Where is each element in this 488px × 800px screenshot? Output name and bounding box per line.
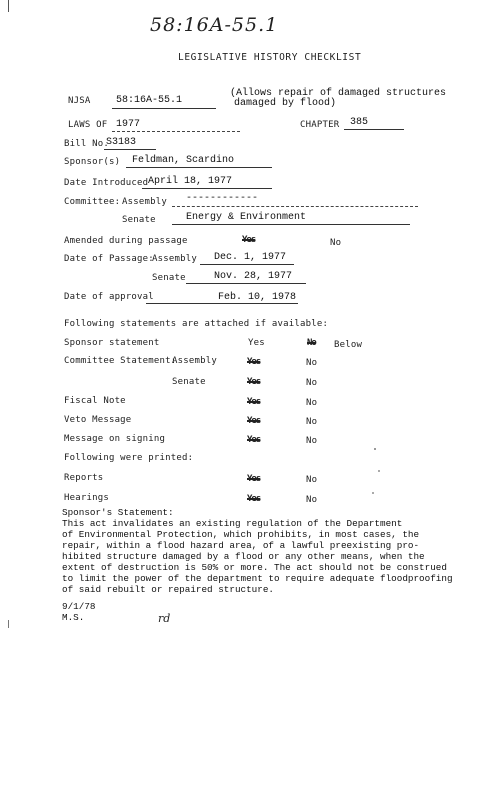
checklist-row-no: No	[306, 398, 318, 408]
amended-yes-struck: Yes	[242, 235, 256, 245]
statement-line: repair, within a flood hazard area, of a lawful preexisting pro-	[62, 540, 420, 551]
printed-row-no: No	[306, 475, 318, 485]
checklist-row-yes-struck: Yes	[247, 357, 261, 367]
checklist-row-no: No	[306, 358, 318, 368]
chapter-label: CHAPTER	[300, 120, 340, 130]
footer-date: 9/1/78	[62, 601, 96, 612]
sponsors-value: Feldman, Scardino	[132, 155, 235, 166]
bill-underline	[104, 149, 156, 150]
chapter-underline	[344, 129, 404, 130]
date-introduced-underline	[142, 188, 272, 189]
checklist-row-no: No	[306, 417, 318, 427]
printed-row-label: Reports	[64, 473, 104, 483]
checklist-row-yes-struck: Yes	[247, 416, 261, 426]
checklist-row-no: No	[306, 378, 318, 388]
checklist-row-label: Veto Message	[64, 415, 132, 425]
printed-row-label: Hearings	[64, 493, 109, 503]
bill-value: S3183	[106, 137, 137, 148]
amended-label: Amended during passage	[64, 236, 188, 246]
laws-value: 1977	[116, 119, 141, 130]
handwritten-initials: rd	[158, 612, 171, 625]
statement-line: hibited structure damaged by a flood or any other means, when the	[62, 551, 425, 562]
printed-row-yes-struck: Yes	[247, 494, 261, 504]
date-introduced-label: Date Introduced	[64, 178, 149, 188]
sponsors-label: Sponsor(s)	[64, 157, 121, 167]
committee-assembly-underline	[172, 206, 418, 207]
laws-label: LAWS OF	[68, 120, 108, 130]
laws-underline	[112, 131, 240, 132]
njsa-note-line2: damaged by flood)	[234, 98, 337, 109]
committee-assembly-value: ------------	[186, 193, 259, 204]
statement-line: extent of destruction is 50% or more. The act should not be construed	[62, 562, 447, 573]
passage-senate-value: Nov. 28, 1977	[214, 271, 293, 282]
passage-label: Date of Passage:	[64, 254, 154, 264]
passage-assembly-value: Dec. 1, 1977	[214, 252, 287, 263]
scan-speck	[372, 492, 374, 494]
scan-speck	[378, 470, 380, 472]
njsa-note-line1: (Allows repair of damaged structures	[230, 88, 447, 99]
bill-label: Bill No.	[64, 139, 109, 149]
statement-heading: Sponsor's Statement:	[62, 507, 174, 518]
footer-initials: M.S.	[62, 612, 85, 623]
following-attached-label: Following statements are attached if available:	[64, 319, 329, 329]
handwritten-reference: 58:16A-55.1	[150, 14, 279, 36]
statement-line: to limit the power of the department to require adequate floodproofing	[62, 573, 453, 584]
approval-value: Feb. 10, 1978	[218, 292, 297, 303]
checklist-row-no: No	[306, 436, 318, 446]
committee-label: Committee:	[64, 197, 121, 207]
date-introduced-value: April 18, 1977	[148, 176, 233, 187]
checklist-row-sub: Senate	[172, 377, 206, 387]
amended-no-label: No	[330, 238, 342, 248]
committee-senate-label: Senate	[122, 215, 156, 225]
passage-assembly-underline	[200, 264, 294, 265]
checklist-header-below: Below	[334, 340, 363, 350]
checklist-row-label: Committee Statement:	[64, 356, 177, 366]
njsa-value: 58:16A-55.1	[116, 95, 183, 106]
passage-assembly-label: Assembly	[152, 254, 197, 264]
statement-line: This act invalidates an existing regulation of the Department	[62, 518, 403, 529]
committee-senate-underline	[172, 224, 410, 225]
checklist-row-yes-struck: Yes	[247, 435, 261, 445]
printed-row-no: No	[306, 495, 318, 505]
form-title: LEGISLATIVE HISTORY CHECKLIST	[178, 52, 362, 63]
following-printed-label: Following were printed:	[64, 453, 194, 463]
scan-edge-mark	[8, 0, 9, 12]
statement-line: of said rebuilt or repaired structure.	[62, 584, 275, 595]
printed-row-yes-struck: Yes	[247, 474, 261, 484]
checklist-row-yes-struck: Yes	[247, 397, 261, 407]
passage-senate-label: Senate	[152, 273, 186, 283]
checklist-header-no-struck: No	[307, 338, 316, 348]
checklist-row-label: Fiscal Note	[64, 396, 126, 406]
passage-senate-underline	[186, 283, 306, 284]
committee-assembly-label: Assembly	[122, 197, 167, 207]
approval-underline	[146, 303, 298, 304]
scan-edge-mark	[8, 620, 9, 628]
njsa-underline	[112, 108, 216, 109]
checklist-row-label: Sponsor statement	[64, 338, 160, 348]
scan-speck	[374, 448, 376, 450]
sponsors-underline	[126, 167, 272, 168]
committee-senate-value: Energy & Environment	[186, 212, 307, 223]
njsa-label: NJSA	[68, 96, 91, 106]
checklist-row-yes-struck: Yes	[247, 377, 261, 387]
approval-label: Date of approval	[64, 292, 154, 302]
chapter-value: 385	[350, 117, 369, 128]
checklist-row-sub: Assembly	[172, 356, 217, 366]
checklist-row-label: Message on signing	[64, 434, 166, 444]
statement-line: of Environmental Protection, which prohibits, in most cases, the	[62, 529, 420, 540]
checklist-header-yes: Yes	[248, 338, 265, 348]
